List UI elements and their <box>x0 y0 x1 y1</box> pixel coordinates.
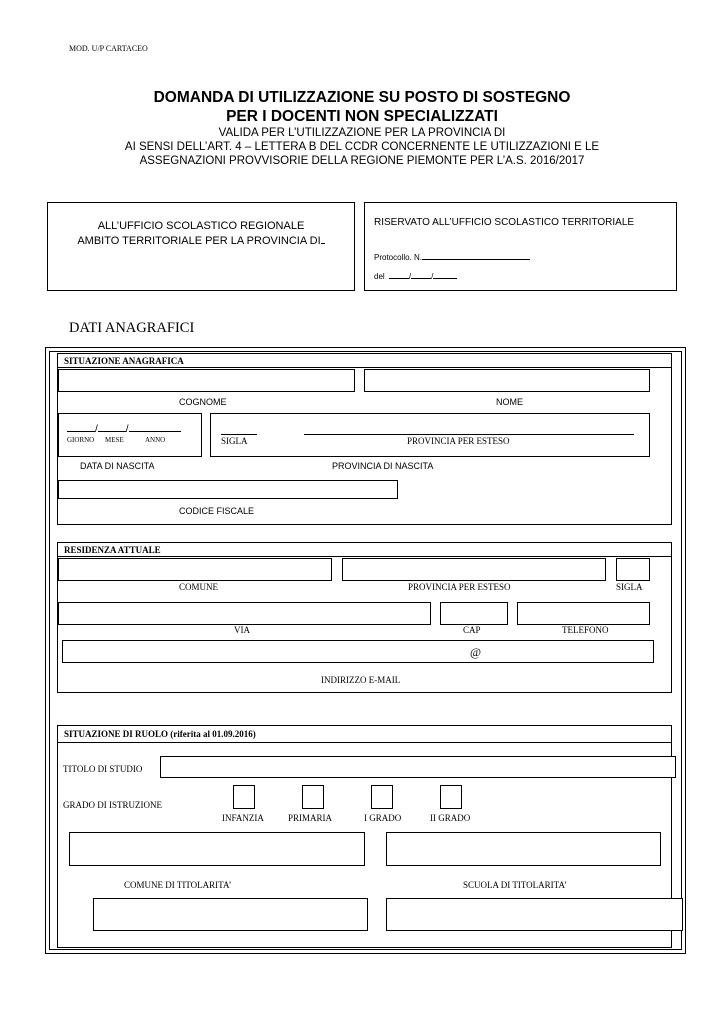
reserved-title: RISERVATO ALL’UFFICIO SCOLASTICO TERRITORIALE <box>374 217 635 228</box>
page-subtitle <box>0 126 724 168</box>
mese-field[interactable] <box>98 420 126 432</box>
comune-titolarita-field[interactable] <box>69 832 365 866</box>
sigla-residenza-field[interactable] <box>616 558 650 581</box>
infanzia-checkbox[interactable] <box>233 785 255 809</box>
nome-field[interactable] <box>364 369 650 392</box>
comune-titolarita-extra-field[interactable] <box>93 898 368 931</box>
cognome-field[interactable] <box>58 369 355 392</box>
sigla-label: SIGLA <box>221 436 248 446</box>
primaria-checkbox[interactable] <box>302 785 324 809</box>
date-separator: / <box>408 272 412 281</box>
protocol-label: Protocollo. N. <box>374 253 423 262</box>
provincia-esteso-label: PROVINCIA PER ESTESO <box>407 436 510 446</box>
date-separator: / <box>125 424 129 435</box>
cognome-label: COGNOME <box>179 397 227 407</box>
cap-field[interactable] <box>440 602 508 625</box>
titolo-studio-label: TITOLO DI STUDIO <box>63 764 143 774</box>
subtitle-line-1: VALIDA PER L’UTILIZZAZIONE PER LA PROVINCIA DI <box>218 127 506 139</box>
provincia-residenza-field[interactable] <box>342 558 606 581</box>
reserved-date-row <box>374 269 457 281</box>
title-line-2: PER I DOCENTI NON SPECIALIZZATI <box>226 108 498 125</box>
section-title-dati-anagrafici: DATI ANAGRAFICI <box>69 320 195 336</box>
giorno-field[interactable] <box>67 420 95 432</box>
reserved-box <box>364 202 677 291</box>
comune-residenza-field[interactable] <box>58 558 332 581</box>
provincia-esteso-label: PROVINCIA PER ESTESO <box>408 582 511 592</box>
address-box <box>47 202 355 291</box>
data-nascita-label: DATA DI NASCITA <box>80 461 155 471</box>
email-field[interactable] <box>62 640 654 663</box>
primaria-label: PRIMARIA <box>288 813 333 823</box>
mese-label: MESE <box>105 436 124 444</box>
title-line-1: DOMANDA DI UTILIZZAZIONE SU POSTO DI SOSTEGNO <box>153 89 571 106</box>
anno-label: ANNO <box>145 436 166 444</box>
date-separator: / <box>95 424 98 435</box>
situazione-anagrafica-title: SITUAZIONE ANAGRAFICA <box>64 356 184 366</box>
sigla-nascita-field[interactable] <box>221 434 257 435</box>
page-title <box>0 88 724 126</box>
ii-grado-label: II GRADO <box>430 813 471 823</box>
protocol-number-field[interactable] <box>422 250 530 260</box>
codice-fiscale-label: CODICE FISCALE <box>179 506 255 516</box>
via-label: VIA <box>234 625 250 635</box>
data-nascita-box <box>58 413 202 457</box>
provincia-nascita-field[interactable] <box>304 434 634 435</box>
residenza-title: RESIDENZA ATTUALE <box>64 545 161 555</box>
via-field[interactable] <box>58 602 431 625</box>
email-label: INDIRIZZO E-MAIL <box>321 675 401 685</box>
ii-grado-checkbox[interactable] <box>440 785 462 809</box>
model-code: MOD. U/P CARTACEO <box>69 44 148 53</box>
telefono-field[interactable] <box>517 602 650 625</box>
date-separator: / <box>431 272 434 281</box>
comune-label: COMUNE <box>179 582 219 592</box>
cap-label: CAP <box>463 625 481 635</box>
nome-label: NOME <box>496 397 523 407</box>
titolo-studio-field[interactable] <box>160 756 676 778</box>
reserved-year-field[interactable] <box>433 269 457 279</box>
sigla-label: SIGLA <box>616 582 643 592</box>
reserved-date-label: del <box>374 272 385 281</box>
grado-istruzione-label: GRADO DI ISTRUZIONE <box>63 800 162 810</box>
date-input-row <box>67 420 181 435</box>
telefono-label: TELEFONO <box>562 625 609 635</box>
divider <box>58 742 671 743</box>
scuola-titolarita-label: SCUOLA DI TITOLARITA’ <box>463 880 567 890</box>
at-sign: @ <box>470 645 482 659</box>
protocol-row <box>374 250 530 262</box>
comune-titolarita-label: COMUNE DI TITOLARITA’ <box>124 880 232 890</box>
infanzia-label: INFANZIA <box>222 813 264 823</box>
address-line-2: AMBITO TERRITORIALE PER LA PROVINCIA DI <box>48 233 354 248</box>
anno-field[interactable] <box>129 420 181 432</box>
i-grado-label: I GRADO <box>364 813 402 823</box>
scuola-titolarita-extra-field[interactable] <box>386 898 683 931</box>
giorno-label: GIORNO <box>67 436 95 444</box>
provincia-nascita-box <box>210 413 650 457</box>
situazione-ruolo-title: SITUAZIONE DI RUOLO (riferita al 01.09.2016) <box>64 729 256 739</box>
scuola-titolarita-field[interactable] <box>386 832 661 866</box>
subtitle-line-2: AI SENSI DELL’ART. 4 – LETTERA B DEL CCDR CONCERNENTE LE UTILIZZAZIONI E LE <box>124 141 600 153</box>
reserved-day-field[interactable] <box>389 269 412 281</box>
i-grado-checkbox[interactable] <box>371 785 393 809</box>
address-line-1: ALL’UFFICIO SCOLASTICO REGIONALE <box>97 220 305 232</box>
provincia-nascita-label: PROVINCIA DI NASCITA <box>332 461 434 471</box>
subtitle-line-3: ASSEGNAZIONI PROVVISORIE DELLA REGIONE PIEMONTE PER L’A.S. 2016/2017 <box>139 155 585 167</box>
reserved-month-field[interactable] <box>408 269 434 281</box>
divider <box>58 367 671 368</box>
province-blank[interactable] <box>321 233 325 244</box>
divider <box>58 556 671 557</box>
codice-fiscale-field[interactable] <box>58 480 398 499</box>
